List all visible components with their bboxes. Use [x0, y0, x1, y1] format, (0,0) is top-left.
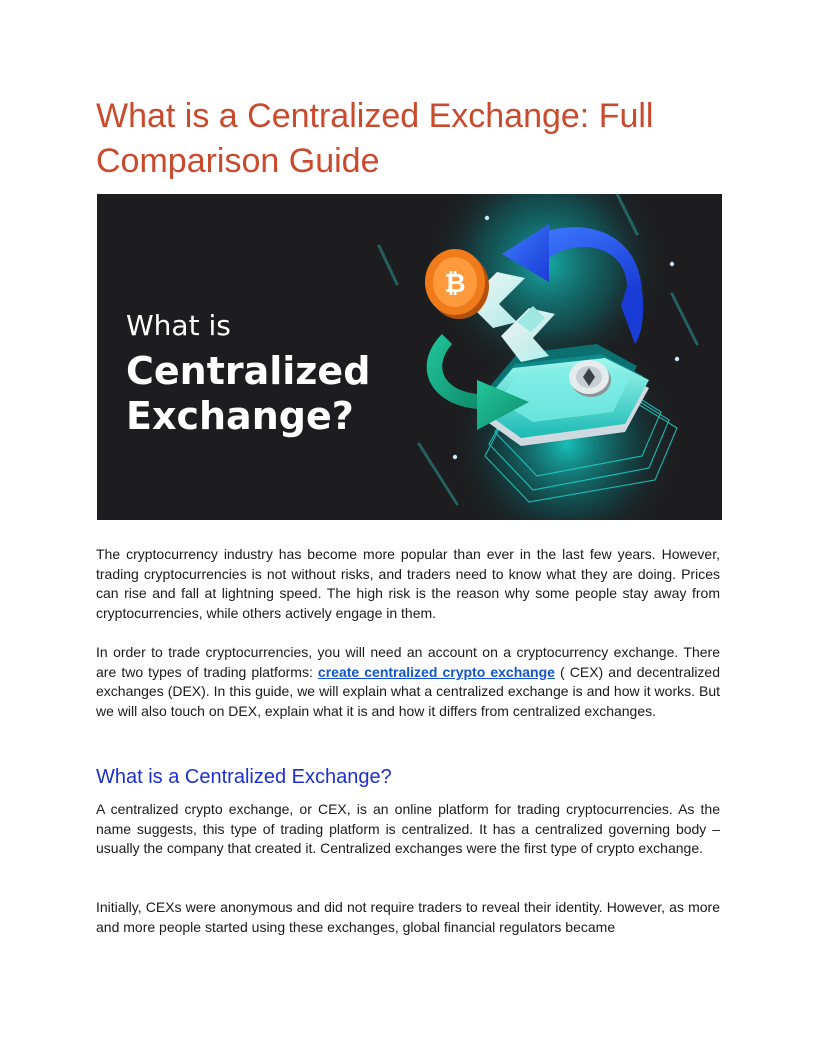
- centralized-exchange-link[interactable]: create centralized crypto exchange: [317, 663, 555, 680]
- page-title: What is a Centralized Exchange: Full Comparison Guide: [96, 97, 654, 180]
- paragraph-cex-definition: A centralized crypto exchange, or CEX, is an online platform for trading cryptocurrencies. As the name suggests, this type of trading platform is centralized. It has a centralized governing body – usually the company that created it. Centralized exchanges were the first type of crypto exchange.: [96, 801, 720, 857]
- paragraph-platforms-start: In order to trade cryptocurrencies, you will need an account on a cryptocurrency exchange. There are two types of trading platforms:: [96, 644, 720, 680]
- hero-image: [97, 194, 722, 520]
- paragraph-platforms: [96, 643, 720, 721]
- hero-text-line2: Centralized: [126, 349, 371, 393]
- bitcoin-symbol: ₿: [444, 269, 466, 299]
- hero-illustration: [97, 194, 722, 520]
- hero-text-line1: What is: [126, 309, 231, 342]
- paragraph-cex-history: Initially, CEXs were anonymous and did not require traders to reveal their identity. However, as more and more people started using these exchanges, global financial regulators became: [96, 899, 720, 935]
- hero-text-line3: Exchange?: [126, 394, 354, 438]
- section-heading: What is a Centralized Exchange?: [96, 766, 392, 788]
- paragraph-platforms-end: ( CEX) and decentralized exchanges (DEX). In this guide, we will explain what a centralized exchange is and how it works. But we will also touch on DEX, explain what it is and how it differs from centralized exchanges.: [96, 663, 721, 719]
- paragraph-intro: The cryptocurrency industry has become more popular than ever in the last few years. However, trading cryptocurrencies is not without risks, and traders need to know what they are doing. Prices can rise and fall at lightning speed. The high risk is the reason why some people stay away from cryptocurrencies, while others actively engage in them.: [96, 546, 720, 621]
